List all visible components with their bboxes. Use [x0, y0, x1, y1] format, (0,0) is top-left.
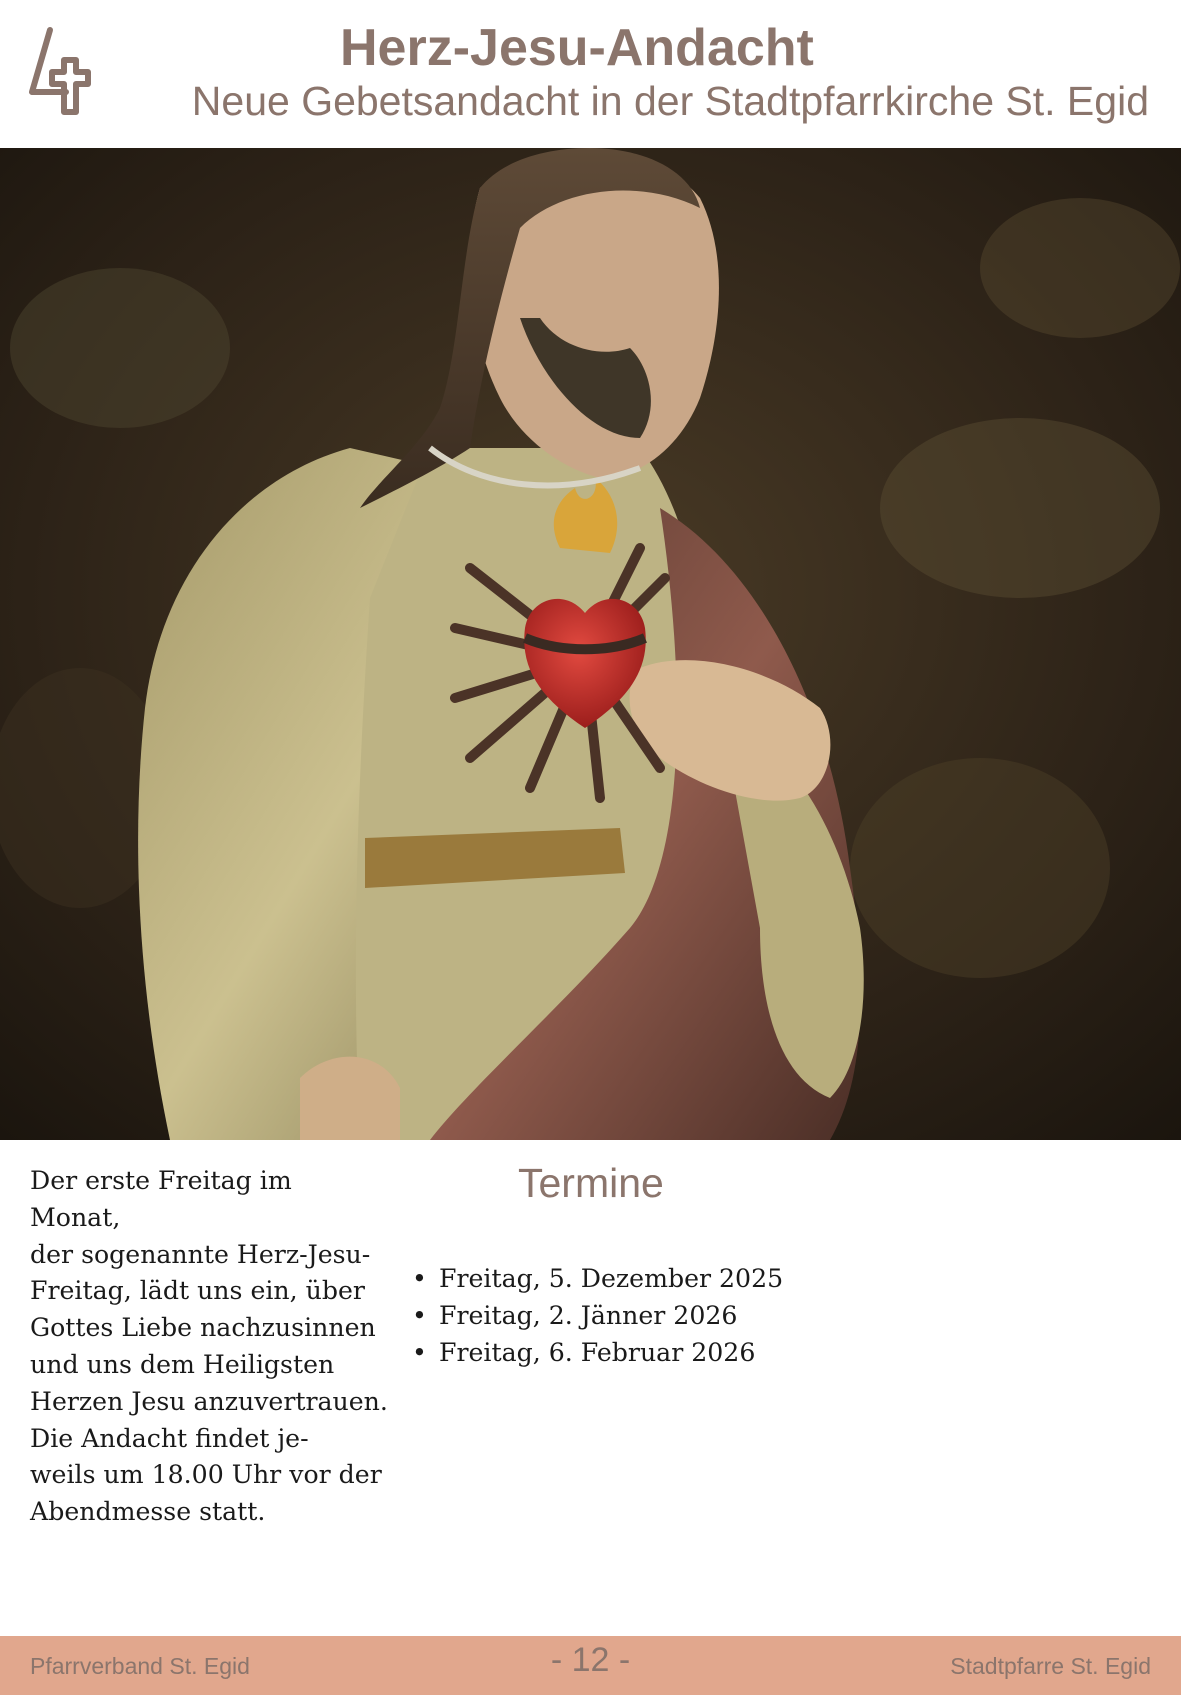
list-item	[412, 1261, 783, 1298]
body-line: Abendmesse statt.	[30, 1497, 266, 1527]
footer-left-text: Pfarrverband St. Egid	[30, 1653, 250, 1679]
bullet-icon: •	[412, 1337, 427, 1367]
list-item	[412, 1298, 783, 1335]
date-label: Freitag, 2. Jänner 2026	[439, 1300, 738, 1330]
page-header	[0, 0, 1181, 148]
sacred-heart-statue-photo	[0, 148, 1181, 1140]
footer-right-text: Stadtpfarre St. Egid	[950, 1653, 1151, 1679]
body-line: und uns dem Heiligsten	[30, 1349, 335, 1379]
page-footer	[0, 1636, 1181, 1695]
date-label: Freitag, 6. Februar 2026	[439, 1337, 756, 1367]
list-item	[412, 1335, 783, 1372]
termine-heading: Termine	[518, 1160, 664, 1206]
page-title: Herz-Jesu-Andacht	[340, 19, 814, 77]
body-line: Der erste Freitag im Monat,	[30, 1166, 292, 1232]
bullet-icon: •	[412, 1300, 427, 1330]
bullet-icon: •	[412, 1264, 427, 1293]
four-cross-logo-icon	[26, 26, 96, 120]
body-line: Herzen Jesu anzuvertrauen.	[30, 1386, 388, 1416]
body-line: Die Andacht findet je-	[30, 1423, 309, 1453]
body-line: Gottes Liebe nachzusinnen	[30, 1313, 376, 1343]
date-label: Freitag, 5. Dezember 2025	[439, 1264, 784, 1293]
body-line: der sogenannte Herz-Jesu-	[30, 1239, 371, 1269]
body-line: weils um 18.00 Uhr vor der	[30, 1460, 382, 1490]
termine-list	[412, 1261, 783, 1371]
body-paragraph	[30, 1163, 390, 1531]
hero-image	[0, 148, 1181, 1140]
page-subtitle: Neue Gebetsandacht in der Stadtpfarrkirche St. Egid	[191, 78, 1149, 124]
page-number: - 12 -	[550, 1641, 631, 1679]
body-line: Freitag, lädt uns ein, über	[30, 1276, 365, 1306]
